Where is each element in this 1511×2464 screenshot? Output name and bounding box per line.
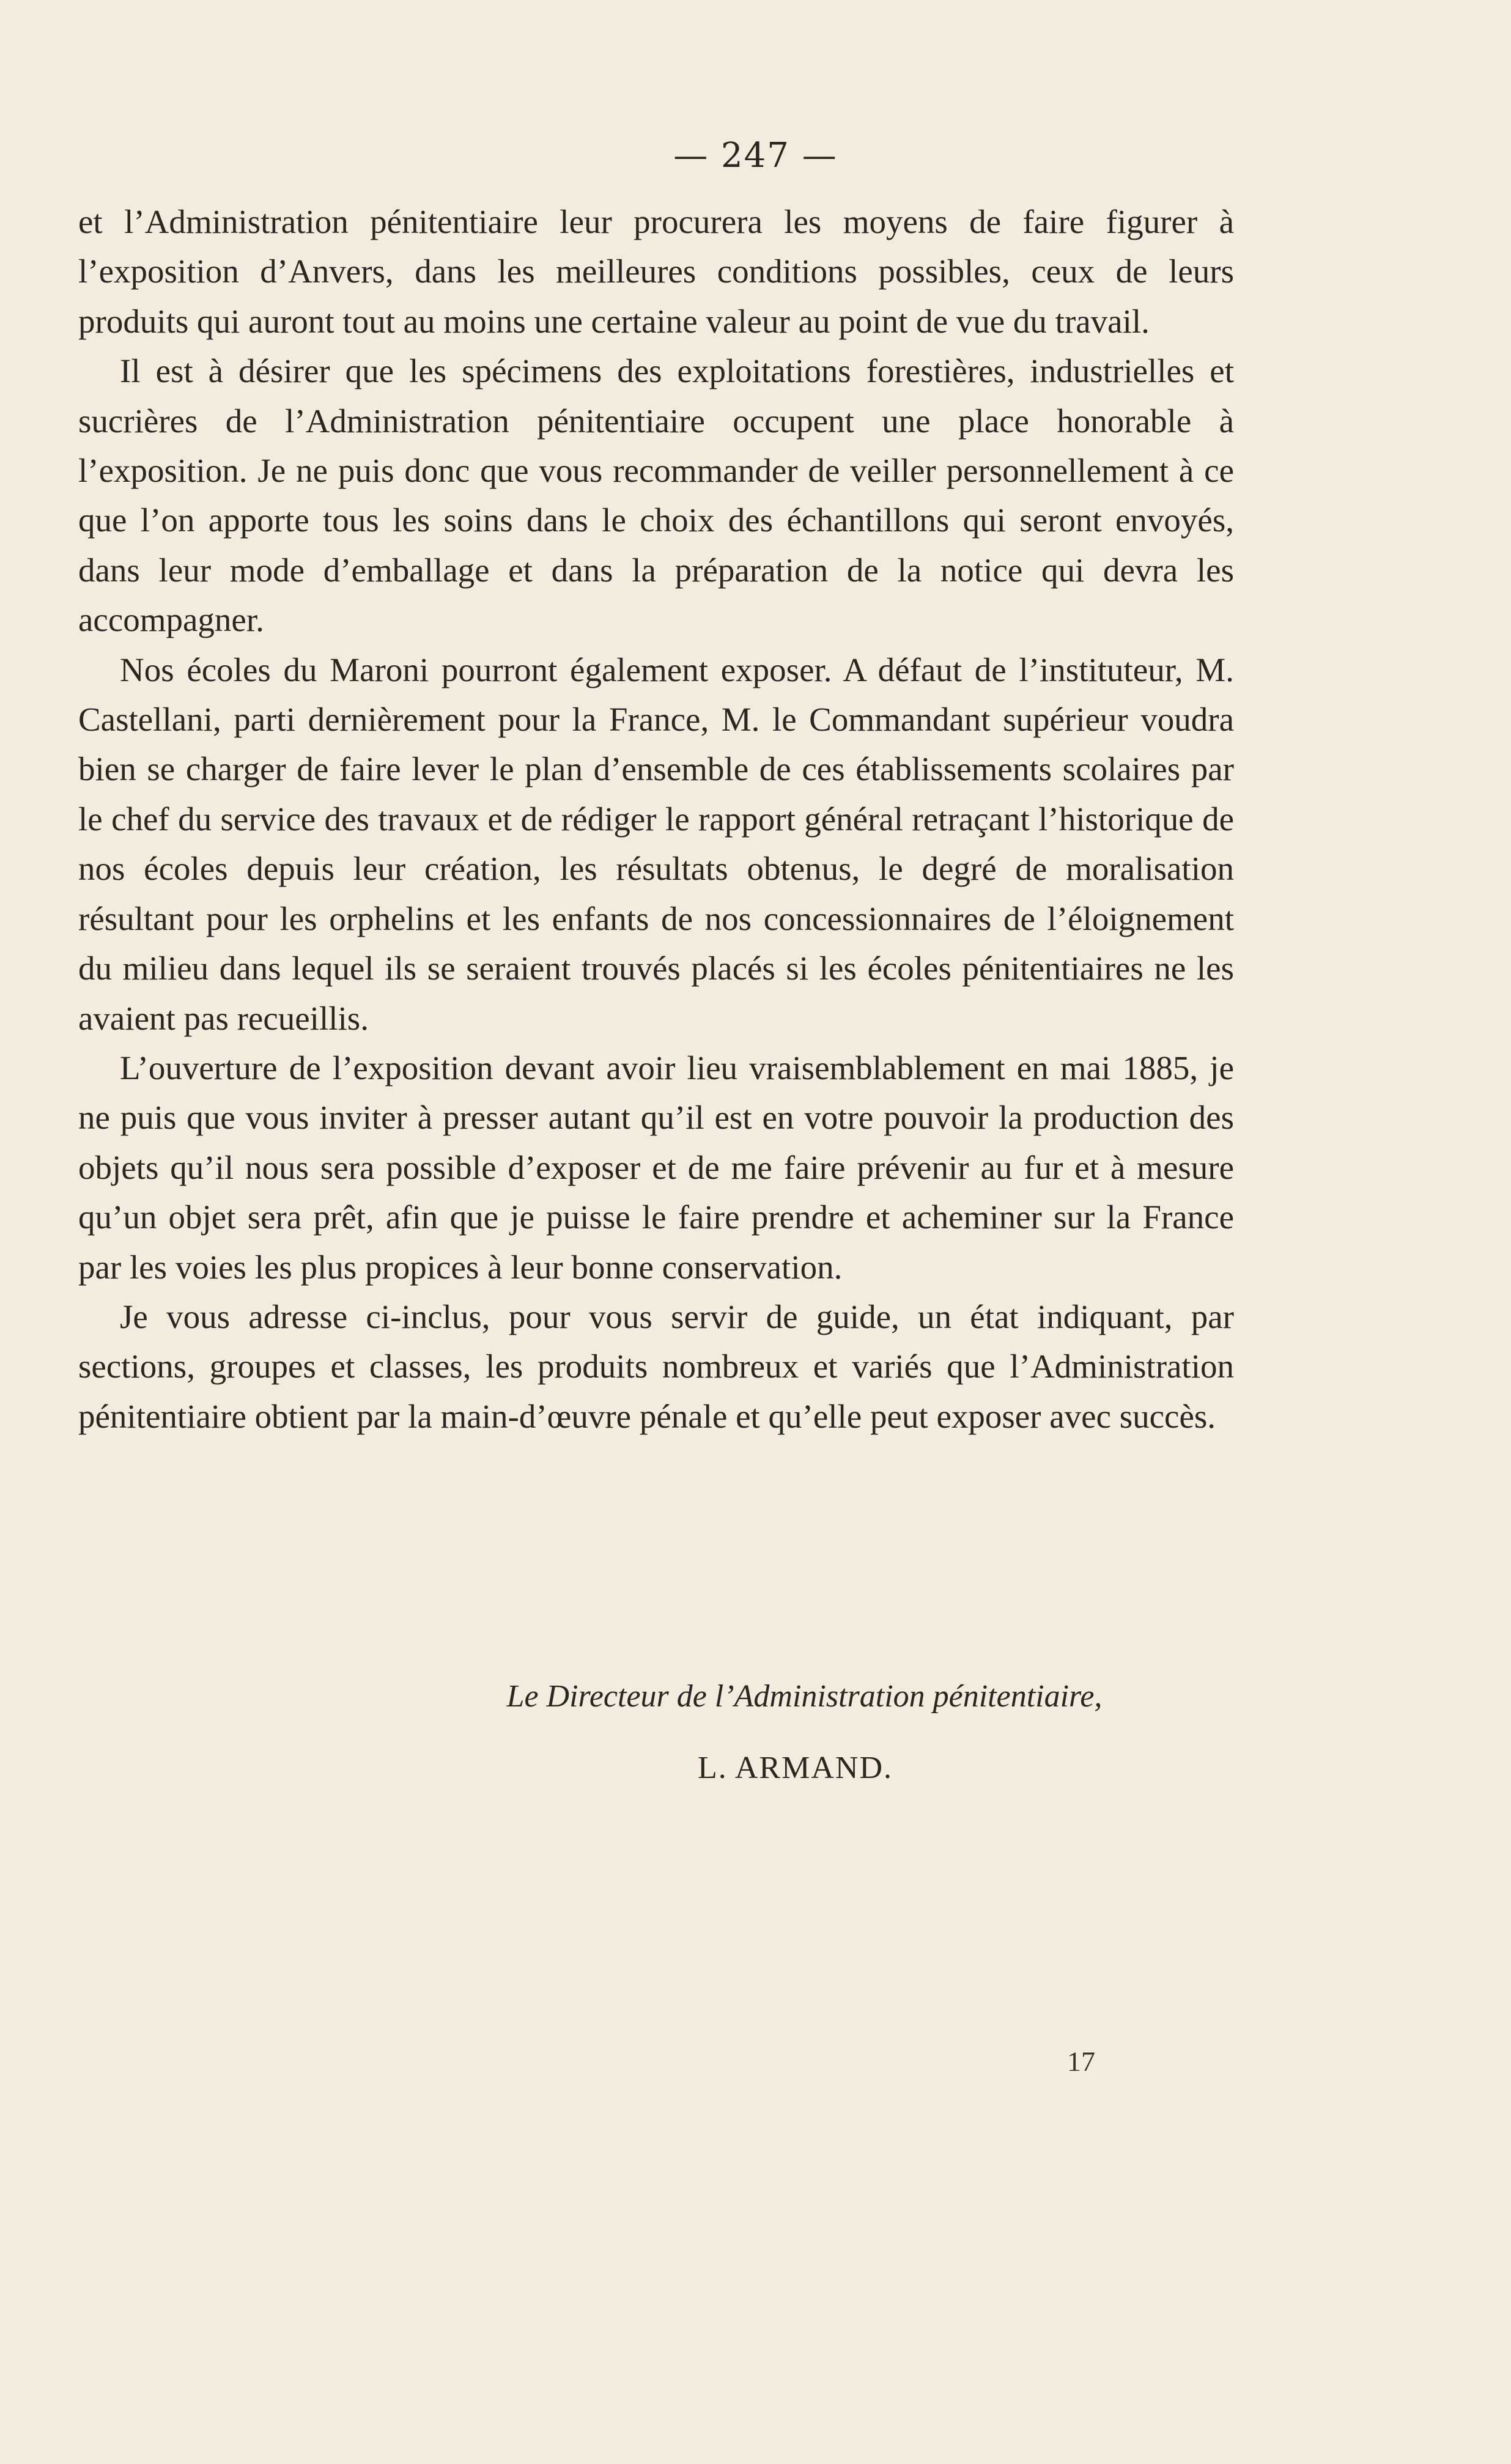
page-number: — 247 — bbox=[673, 136, 838, 175]
signature-title-line bbox=[0, 1678, 1511, 1714]
signature-mark: 17 bbox=[1067, 2046, 1095, 2077]
paragraph-3: Nos écoles du Maroni pourront également exposer. A défaut de l’instituteur, M. Castellani, parti dernièrement pour la France, M. le Commandant supérieur voudra bien se charger de faire lever le plan d’ensemble de ces établissements scolaires par le chef du service des travaux et de rédiger le rapport général retraçant l’historique de nos écoles depuis leur création, les résultats obtenus, le degré de moralisation résultant pour les orphelins et les enfants de nos concessionnaires de l’éloignement du milieu dans lequel ils se seraient trouvés placés si les écoles pénitentiaires ne les avaient pas recueillis. bbox=[78, 651, 1234, 1037]
paragraph-5: Je vous adresse ci-inclus, pour vous servir de guide, un état indiquant, par sections, groupes et classes, les produits nombreux et variés que l’Administration pénitentiaire obtient par la main-d’œuvre pénale et qu’elle peut exposer avec succès. bbox=[78, 1297, 1234, 1435]
signature-title: Le Directeur de l’Administration pénitentiaire, bbox=[506, 1679, 1103, 1714]
paragraph-2: Il est à désirer que les spécimens des exploitations forestières, industrielles et sucrières de l’Administration pénitentiaire occupent une place honorable à l’exposition. Je ne puis donc que vous recommander de veiller personnellement à ce que l’on apporte tous les soins dans le choix des échantillons qui seront envoyés, dans leur mode d’emballage et dans la préparation de la notice qui devra les accompagner. bbox=[78, 352, 1234, 639]
paragraph-1: et l’Administration pénitentiaire leur procurera les moyens de faire figurer à l’exposition d’Anvers, dans les meilleures conditions possibles, ceux de leurs produits qui auront tout au moins une certaine valeur au point de vue du travail. bbox=[78, 203, 1234, 340]
paragraph-4: L’ouverture de l’exposition devant avoir lieu vraisemblablement en mai 1885, je ne puis que vous inviter à presser autant qu’il est en votre pouvoir la production des objets qu’il nous sera possible d’exposer et de me faire prévenir au fur et à mesure qu’un objet sera prêt, afin que je puisse le faire prendre et acheminer sur la France par les voies les plus propices à leur bonne conservation. bbox=[78, 1049, 1234, 1286]
body-text bbox=[78, 197, 1234, 1441]
signature-name: L. ARMAND. bbox=[697, 1750, 893, 1785]
signature-name-line bbox=[0, 1750, 1511, 1786]
